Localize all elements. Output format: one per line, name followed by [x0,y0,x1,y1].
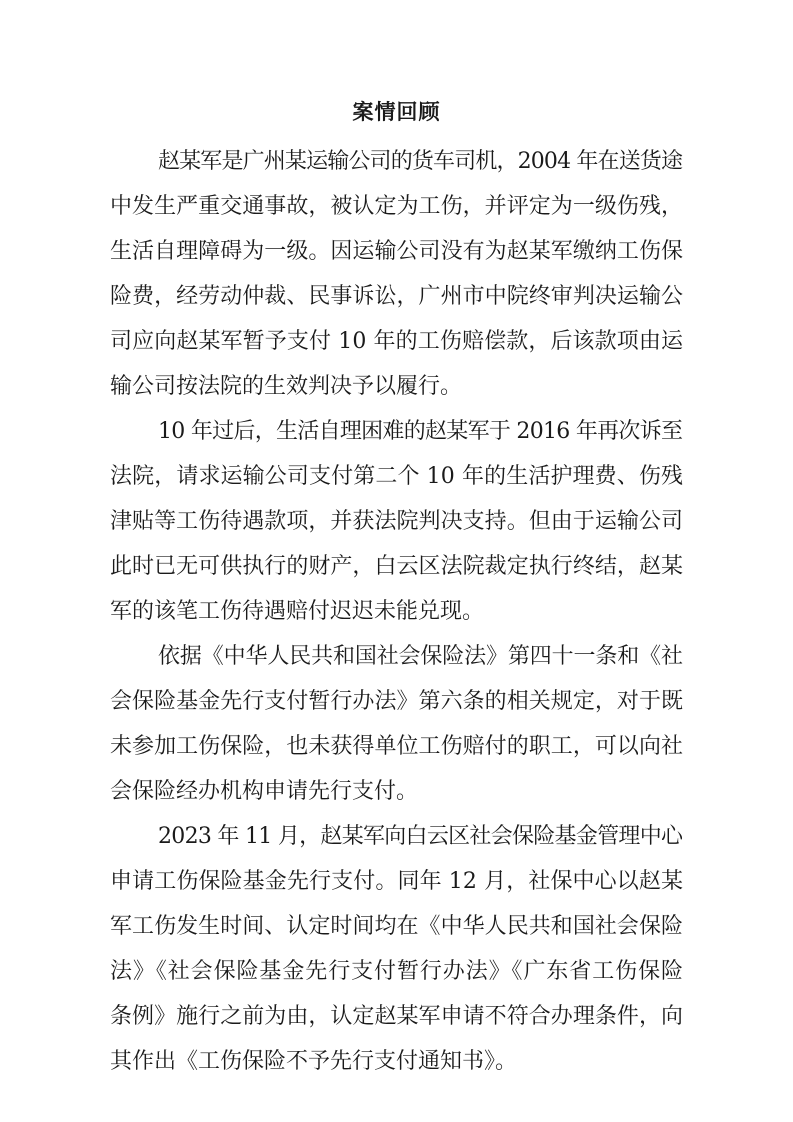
paragraph-3-line-1: 依据《中华人民共和国社会保险法》第四十一条和《社 [158,644,683,669]
paragraph-1-line-3: 生活自理障碍为一级。因运输公司没有为赵某军缴纳工伤保 [110,239,684,264]
paragraph-4-line-1: 2023 年 11 月，赵某军向白云区社会保险基金管理中心 [158,824,683,849]
paragraph-2-line-5: 军的该笔工伤待遇赔付迟迟未能兑现。 [110,599,485,624]
page-title: 案情回顾 [352,100,441,124]
paragraph-4-line-6: 其作出《工伤保险不予先行支付通知书》。 [110,1049,518,1074]
paragraph-1-line-4: 险费，经劳动仲裁、民事诉讼，广州市中院终审判决运输公 [110,284,684,309]
paragraph-2-line-1: 10 年过后，生活自理困难的赵某军于 2016 年再次诉至 [158,419,683,444]
paragraph-4-line-5: 条例》施行之前为由，认定赵某军申请不符合办理条件，向 [110,1004,684,1029]
paragraph-1-line-2: 中发生严重交通事故，被认定为工伤，并评定为一级伤残， [110,194,684,219]
paragraph-4-line-3: 军工伤发生时间、认定时间均在《中华人民共和国社会保险 [110,914,684,939]
paragraph-3-line-2: 会保险基金先行支付暂行办法》第六条的相关规定，对于既 [110,689,684,714]
paragraph-2-line-4: 此时已无可供执行的财产，白云区法院裁定执行终结，赵某 [110,554,684,579]
paragraph-1-line-1: 赵某军是广州某运输公司的货车司机，2004 年在送货途 [158,149,683,174]
paragraph-4-line-4: 法》《社会保险基金先行支付暂行办法》《广东省工伤保险 [110,959,684,984]
paragraph-4-line-2: 申请工伤保险基金先行支付。同年 12 月，社保中心以赵某 [110,869,684,894]
paragraph-3-line-4: 会保险经办机构申请先行支付。 [110,779,419,804]
paragraph-1-line-5: 司应向赵某军暂予支付 10 年的工伤赔偿款，后该款项由运 [110,329,684,354]
paragraph-2-line-3: 津贴等工伤待遇款项，并获法院判决支持。但由于运输公司 [110,509,684,534]
paragraph-3-line-3: 未参加工伤保险，也未获得单位工伤赔付的职工，可以向社 [110,734,684,759]
paragraph-1-line-6: 输公司按法院的生效判决予以履行。 [110,374,463,399]
paragraph-2-line-2: 法院，请求运输公司支付第二个 10 年的生活护理费、伤残 [110,464,684,489]
